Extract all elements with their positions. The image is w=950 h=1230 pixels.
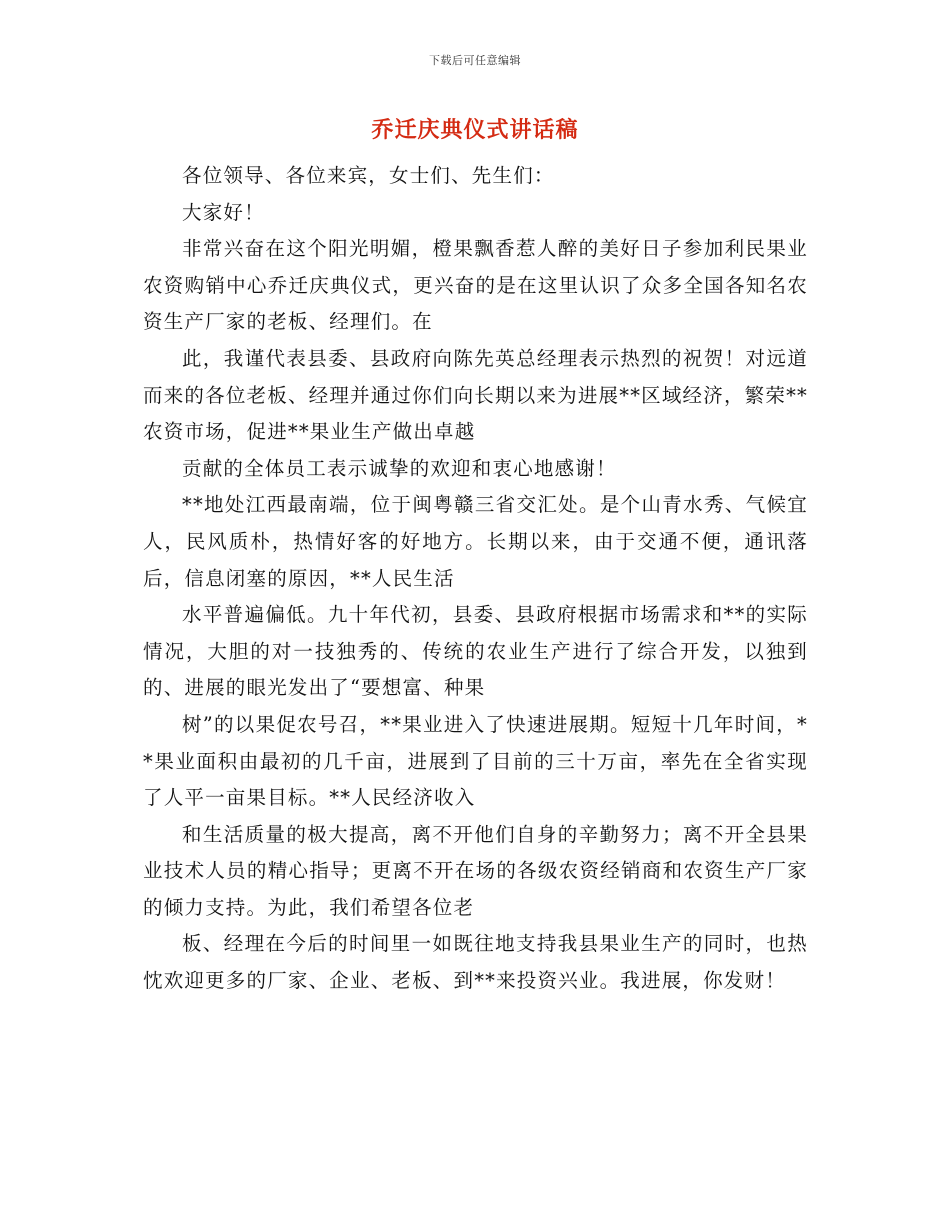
- paragraph-region-intro: **地处江西最南端，位于闽粤赣三省交汇处。是个山青水秀、气候宜人，民风质朴，热情好客的好地方。长期以来，由于交通不便，通讯落后，信息闭塞的原因，**人民生活: [143, 493, 808, 590]
- paragraph-closing: 板、经理在今后的时间里一如既往地支持我县果业生产的同时，也热忱欢迎更多的厂家、企业、老板、到**来投资兴业。我进展，你发财！: [143, 932, 808, 993]
- paragraph-fruit-industry: 树”的以果促农号召，**果业进入了快速进展期。短短十几年时间，**果业面积由最初的几千亩，进展到了目前的三十万亩，率先在全省实现了人平一亩果目标。**人民经济收入: [143, 712, 808, 810]
- document-title: 乔迁庆典仪式讲话稿: [371, 117, 579, 143]
- paragraph-development: 水平普遍偏低。九十年代初，县委、县政府根据市场需求和**的实际情况，大胆的对一技独秀的、传统的农业生产进行了综合开发，以独到的、进展的眼光发出了“要想富、种果: [143, 603, 808, 700]
- speech-body: [143, 158, 808, 1000]
- header-note: 下载后可任意编辑: [429, 54, 521, 67]
- paragraph-opening: 非常兴奋在这个阳光明媚，橙果飘香惹人醉的美好日子参加利民果业农资购销中心乔迁庆典仪式，更兴奋的是在这里认识了众多全国各知名农资生产厂家的老板、经理们。在: [143, 237, 808, 334]
- paragraph-congratulation: 此，我谨代表县委、县政府向陈先英总经理表示热烈的祝贺！对远道而来的各位老板、经理并通过你们向长期以来为进展**区域经济，繁荣**农资市场，促进**果业生产做出卓越: [143, 346, 808, 444]
- paragraph-thanks: 贡献的全体员工表示诚挚的欢迎和衷心地感谢！: [182, 456, 617, 480]
- paragraph-support: 和生活质量的极大提高，离不开他们自身的辛勤努力；离不开全县果业技术人员的精心指导；更离不开在场的各级农资经销商和农资生产厂家的倾力支持。为此，我们希望各位老: [143, 822, 808, 919]
- paragraph-salutation: 各位领导、各位来宾，女士们、先生们：: [182, 164, 555, 187]
- paragraph-greeting: 大家好！: [182, 200, 265, 224]
